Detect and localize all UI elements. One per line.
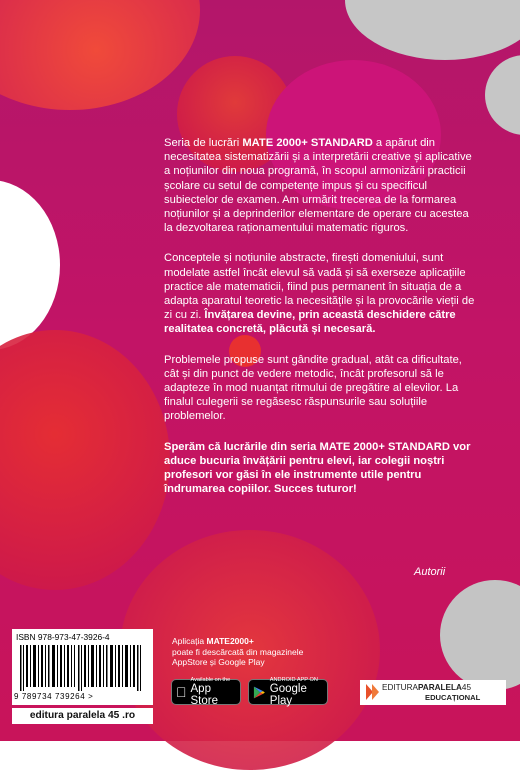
description-text [164,136,476,512]
google-play-small-label: ANDROID APP ON [269,677,318,683]
google-play-icon [253,685,266,700]
publisher-logo-icon [366,684,380,701]
isbn-label: ISBN 978-973-47-3926-4 [16,632,110,642]
paragraph-4 [164,440,476,497]
google-play-text [270,677,327,707]
barcode-digits: 9 789734 739264 > [14,692,94,701]
paragraph-2-bold: Învățarea devine, prin această deschidere către realitatea concretă, plăcută și necesară. [164,309,456,336]
app-info-line-1 [172,636,303,647]
paragraph-3: Problemele propuse sunt gândite gradual, atât ca dificultate, cât și din punct de vedere metodic, încât profesorul să le adapteze în mod nuanțat ritmului de pregătire al elevilor. La finalul culegerii se regăsesc răspunsurile sau soluțiile problemelor. [164,353,462,423]
signature: Autorii [414,566,446,578]
publisher-name-part2: PARALELA [417,683,462,692]
website-label[interactable]: editura paralela 45 .ro [12,708,153,724]
paragraph-4-bold: Sperăm că lucrările din seria MATE 2000+ STANDARD vor aduce bucuria învățării pentru elevi, iar colegii noștri profesori vor găsi în ele instrumente utile pentru îndrumarea copiilor. Succes tuturor! [164,440,471,496]
app-info-prefix: Aplicația [172,636,207,646]
paragraph-2-start: Conceptele și noțiunile abstracte, firești domeniului, sunt modelate astfel încât elevul să vadă și să exerseze aplicațiile practice ale matematicii, fiind pus permanent în situația de a adapta aparatul teoretic la necesitățile și la provocările vieții de zi cu zi. [164,252,475,322]
app-store-label: App Store [180,689,232,701]
google-play-label: Google Play [269,683,307,707]
barcode-icon [18,645,148,691]
paragraph-2 [164,251,476,336]
publisher-subtitle: EDUCAȚIONAL [425,693,481,702]
publisher-name [382,683,471,692]
paragraph-1-start: Seria de lucrări [164,137,243,149]
app-store-button[interactable] [171,679,241,705]
google-play-button[interactable] [248,679,328,705]
apple-icon [176,684,187,700]
series-name: MATE 2000+ STANDARD [242,137,373,149]
publisher-name-part1: EDITURA [382,683,418,692]
paragraph-1-rest: a apărut din necesitatea sistematizării și a interpretării creative și aplicative a noțiunilor din noua programă, în scopul armonizării practicii școlare cu setul de competențe impus și cu specificul subiectelor de examen. Am urmărit trecerea de la formarea noțiunilor și a deprinderilor elementare de operare cu acestea la dezvoltarea raționamentului matematic riguros. [164,137,472,235]
app-info-line-2: poate fi descărcată din magazinele [172,646,304,657]
app-store-small-label: Available on the [180,683,220,689]
app-store-text [180,677,241,707]
app-info [172,636,303,668]
publisher-name-part3: 45 [461,683,472,692]
app-name: MATE2000+ [206,636,254,646]
app-info-line-3: AppStore și Google Play [172,657,265,667]
paragraph-1 [164,136,476,235]
